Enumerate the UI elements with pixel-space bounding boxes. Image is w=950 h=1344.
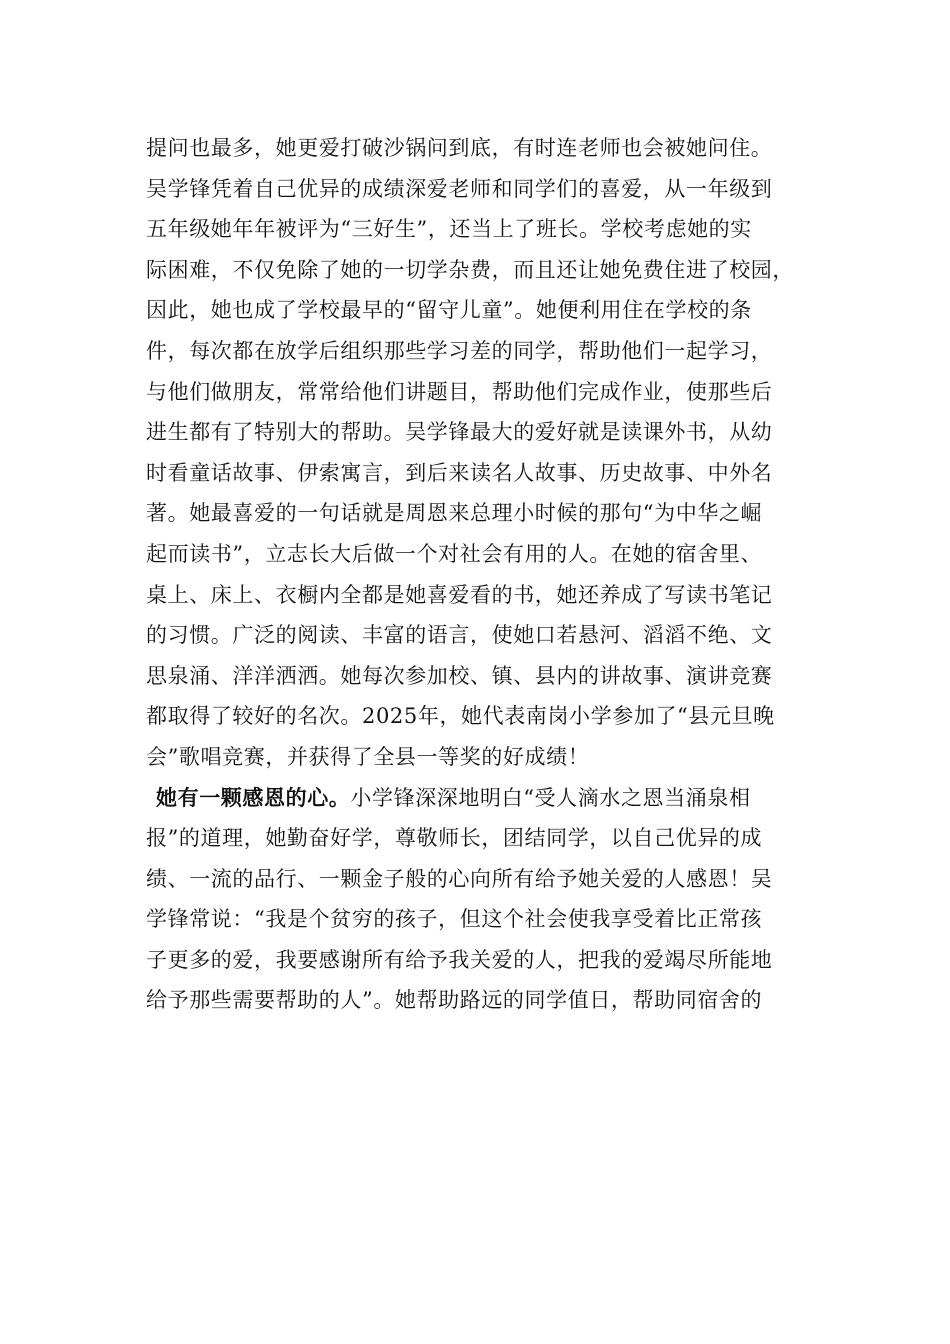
text-line: 给予那些需要帮助的人”。她帮助路远的同学值日，帮助同宿舍的 — [146, 988, 763, 1013]
text-line: 的习惯。广泛的阅读、丰富的语言，使她口若悬河、滔滔不绝、文 — [146, 623, 773, 648]
text-line: 思泉涌、洋洋洒洒。她每次参加校、镇、县内的讲故事、演讲竞赛 — [146, 663, 773, 688]
text-line: 因此，她也成了学校最早的“留守儿童”。她便利用住在学校的条 — [146, 298, 752, 323]
text-line: 吴学锋凭着自己优异的成绩深爱老师和同学们的喜爱，从一年级到 — [146, 176, 773, 201]
text-line: 桌上、床上、衣橱内全都是她喜爱看的书，她还养成了写读书笔记 — [146, 582, 773, 607]
heading-continuation: 小学锋深深地明白“受人滴水之恩当涌泉相 — [350, 785, 751, 810]
text-line: 都取得了较好的名次。2025年，她代表南岗小学参加了“县元旦晚 — [146, 704, 775, 729]
text-line: 绩、一流的品行、一颗金子般的心向所有给予她关爱的人感恩！吴 — [146, 866, 773, 891]
text-line: 会”歌唱竞赛，并获得了全县一等奖的好成绩！ — [146, 744, 590, 769]
text-line: 五年级她年年被评为“三好生”，还当上了班长。学校考虑她的实 — [146, 217, 752, 242]
body-text — [146, 128, 806, 1021]
text-line: 子更多的爱，我要感谢所有给予我关爱的人，把我的爱竭尽所能地 — [146, 947, 773, 972]
text-line: 提问也最多，她更爱打破沙锅问到底，有时连老师也会被她问住。 — [146, 136, 773, 160]
paragraph-heading-line — [146, 778, 806, 819]
text-line: 著。她最喜爱的一句话就是周恩来总理小时候的那句“为中华之崛 — [146, 501, 763, 526]
text-line: 件，每次都在放学后组织那些学习差的同学，帮助他们一起学习， — [146, 338, 773, 363]
text-line: 起而读书”，立志长大后做一个对社会有用的人。在她的宿舍里、 — [146, 541, 763, 566]
paragraph-heading: 她有一颗感恩的心。 — [156, 784, 351, 810]
text-line: 时看童话故事、伊索寓言，到后来读名人故事、历史故事、中外名 — [146, 460, 773, 485]
text-line: 际困难，不仅免除了她的一切学杂费，而且还让她免费住进了校园， — [146, 257, 794, 282]
text-line: 学锋常说：“我是个贫穷的孩子，但这个社会使我享受着比正常孩 — [146, 907, 763, 932]
text-line: 进生都有了特别大的帮助。吴学锋最大的爱好就是读课外书，从幼 — [146, 420, 773, 445]
text-line: 报”的道理，她勤奋好学，尊敬师长，团结同学，以自己优异的成 — [146, 826, 763, 851]
text-line: 与他们做朋友，常常给他们讲题目，帮助他们完成作业，使那些后 — [146, 379, 773, 404]
